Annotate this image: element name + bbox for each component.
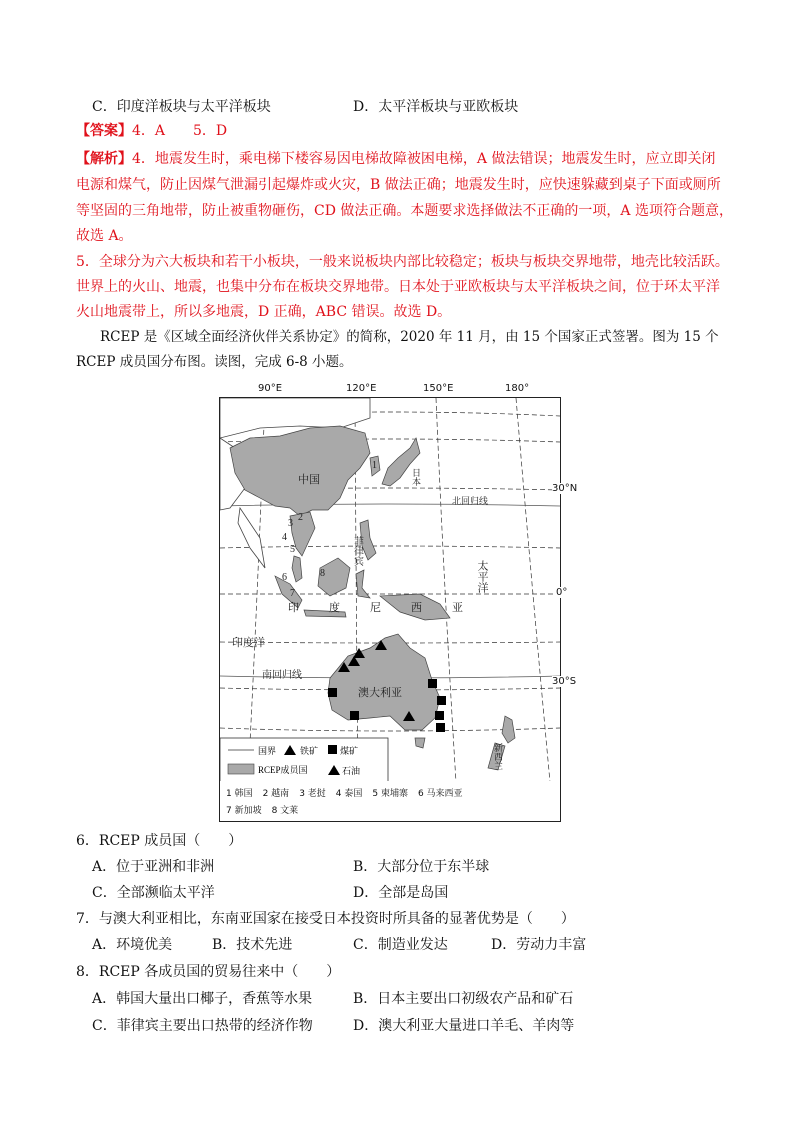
label-indonesia: 印度尼西亚 [288, 602, 493, 614]
analysis-line-2: 电源和煤气，防止因煤气泄漏引起爆炸或火灾，B 做法正确；地震发生时，应快速躲藏到桌子下面或厕所 [76, 177, 721, 193]
label-pacific: 太平洋 [476, 560, 488, 593]
label-num-7: 7 [290, 588, 295, 599]
label-indian-ocean: 印度洋 [232, 637, 265, 649]
q7-option-a: A．环境优美 [92, 937, 173, 953]
country-key [219, 781, 561, 822]
q7-option-c: C．制造业发达 [353, 937, 448, 953]
intro-line-1: RCEP 是《区域全面经济伙伴关系协定》的简称，2020 年 11 月，由 15 个国家正式签署。图为 15 个 [100, 329, 719, 345]
q8-stem: 8．RCEP 各成员国的贸易往来中（ ） [76, 964, 341, 980]
lat-label-30s: 30°S [552, 676, 577, 687]
q6-option-a: A．位于亚洲和非洲 [92, 859, 215, 875]
legend-member: RCEP成员国 [258, 765, 308, 775]
answer-label: 【答案】 [76, 123, 132, 139]
legend-oil: 石油 [342, 766, 361, 776]
analysis-line-7: 火山地震带上，所以多地震，D 正确，ABC 错误。故选 D。 [76, 304, 452, 320]
answer-line [76, 121, 227, 141]
lat-label-0: 0° [556, 587, 568, 598]
q8-option-b: B．日本主要出口初级农产品和矿石 [353, 991, 574, 1007]
coal-icon [350, 711, 359, 720]
analysis-line-3: 等坚固的三角地带，防止被重物砸伤，CD 做法正确。本题要求选择做法不正确的一项，A 选项符合题意， [76, 203, 733, 219]
q6-option-d: D．全部是岛国 [353, 885, 449, 901]
label-num-1: 1 [372, 460, 377, 471]
rcep-map [219, 397, 561, 783]
label-tropic-cancer: 北回归线 [452, 496, 489, 506]
label-num-4: 4 [282, 532, 287, 543]
label-china: 中国 [298, 474, 320, 486]
analysis-line-1: 【解析】4．地震发生时，乘电梯下楼容易因电梯故障被困电梯，A 做法错误；地震发生时，应立即关闭 [76, 151, 716, 167]
legend-coal-icon [328, 745, 337, 754]
coal-icon [435, 711, 444, 720]
label-australia: 澳大利亚 [358, 687, 402, 699]
label-num-5: 5 [290, 544, 295, 555]
analysis-label: 【解析】 [76, 151, 132, 167]
label-num-8: 8 [320, 568, 325, 579]
coal-icon [437, 696, 446, 705]
lon-label-150: 150°E [423, 383, 454, 394]
q7-option-b: B．技术先进 [212, 937, 293, 953]
china-shape [230, 426, 370, 516]
key-row-2: 7 新加坡 8 文莱 [226, 806, 299, 816]
tropic-cancer-line [220, 504, 560, 506]
analysis-line-5: 5．全球分为六大板块和若干小板块，一般来说板块内部比较稳定；板块与板块交界地带，地壳比较活跃。 [76, 254, 729, 270]
lon-label-90: 90°E [258, 383, 283, 394]
answer-value: 4．A 5．D [132, 123, 228, 139]
q8-option-c: C．菲律宾主要出口热带的经济作物 [92, 1018, 313, 1034]
lat-label-30n: 30°N [552, 483, 578, 494]
nz-shape [502, 716, 515, 743]
lon-label-120: 120°E [346, 383, 377, 394]
option-c: C．印度洋板块与太平洋板块 [92, 99, 271, 115]
label-num-2: 2 [298, 512, 303, 523]
tasmania-shape [415, 738, 425, 748]
map-svg [220, 398, 560, 782]
legend-coal: 煤矿 [340, 746, 359, 756]
q7-option-d: D．劳动力丰富 [491, 937, 587, 953]
q6-option-c: C．全部濒临太平洋 [92, 885, 215, 901]
map-legend [220, 738, 388, 782]
legend-member-swatch [228, 764, 254, 774]
intro-line-2: RCEP 成员国分布图。读图，完成 6-8 小题。 [76, 354, 353, 370]
label-num-6: 6 [282, 572, 287, 583]
label-philippines: 菲律宾 [351, 536, 363, 566]
analysis-line-6: 世界上的火山、地震，也集中分布在板块交界地带。日本处于亚欧板块与太平洋板块之间，位于环太平洋 [76, 279, 720, 295]
member-land [230, 426, 515, 770]
lon-label-180: 180° [505, 383, 530, 394]
q8-option-a: A．韩国大量出口椰子，香蕉等水果 [92, 991, 313, 1007]
legend-border: 国界 [258, 746, 277, 756]
label-japan: 日本 [411, 468, 421, 486]
coal-icon [328, 688, 337, 697]
label-tropic-capricorn: 南回归线 [262, 670, 302, 681]
label-num-3: 3 [288, 518, 293, 529]
q7-stem: 7．与澳大利亚相比，东南亚国家在接受日本投资时所具备的显著优势是（ ） [76, 911, 575, 927]
legend-iron: 铁矿 [300, 746, 319, 756]
key-row-1: 1 韩国 2 越南 3 老挝 4 泰国 5 柬埔寨 6 马来西亚 [226, 789, 463, 799]
malay-shape [292, 556, 302, 582]
label-nz: 新西兰 [493, 743, 503, 770]
coal-icon [436, 723, 445, 732]
q6-option-b: B．大部分位于东半球 [353, 859, 490, 875]
option-d: D．太平洋板块与亚欧板块 [353, 99, 519, 115]
analysis-line-4: 故选 A。 [76, 228, 133, 244]
q8-option-d: D．澳大利亚大量进口羊毛、羊肉等 [353, 1018, 575, 1034]
coal-icon [428, 679, 437, 688]
q6-stem: 6．RCEP 成员国（ ） [76, 833, 243, 849]
